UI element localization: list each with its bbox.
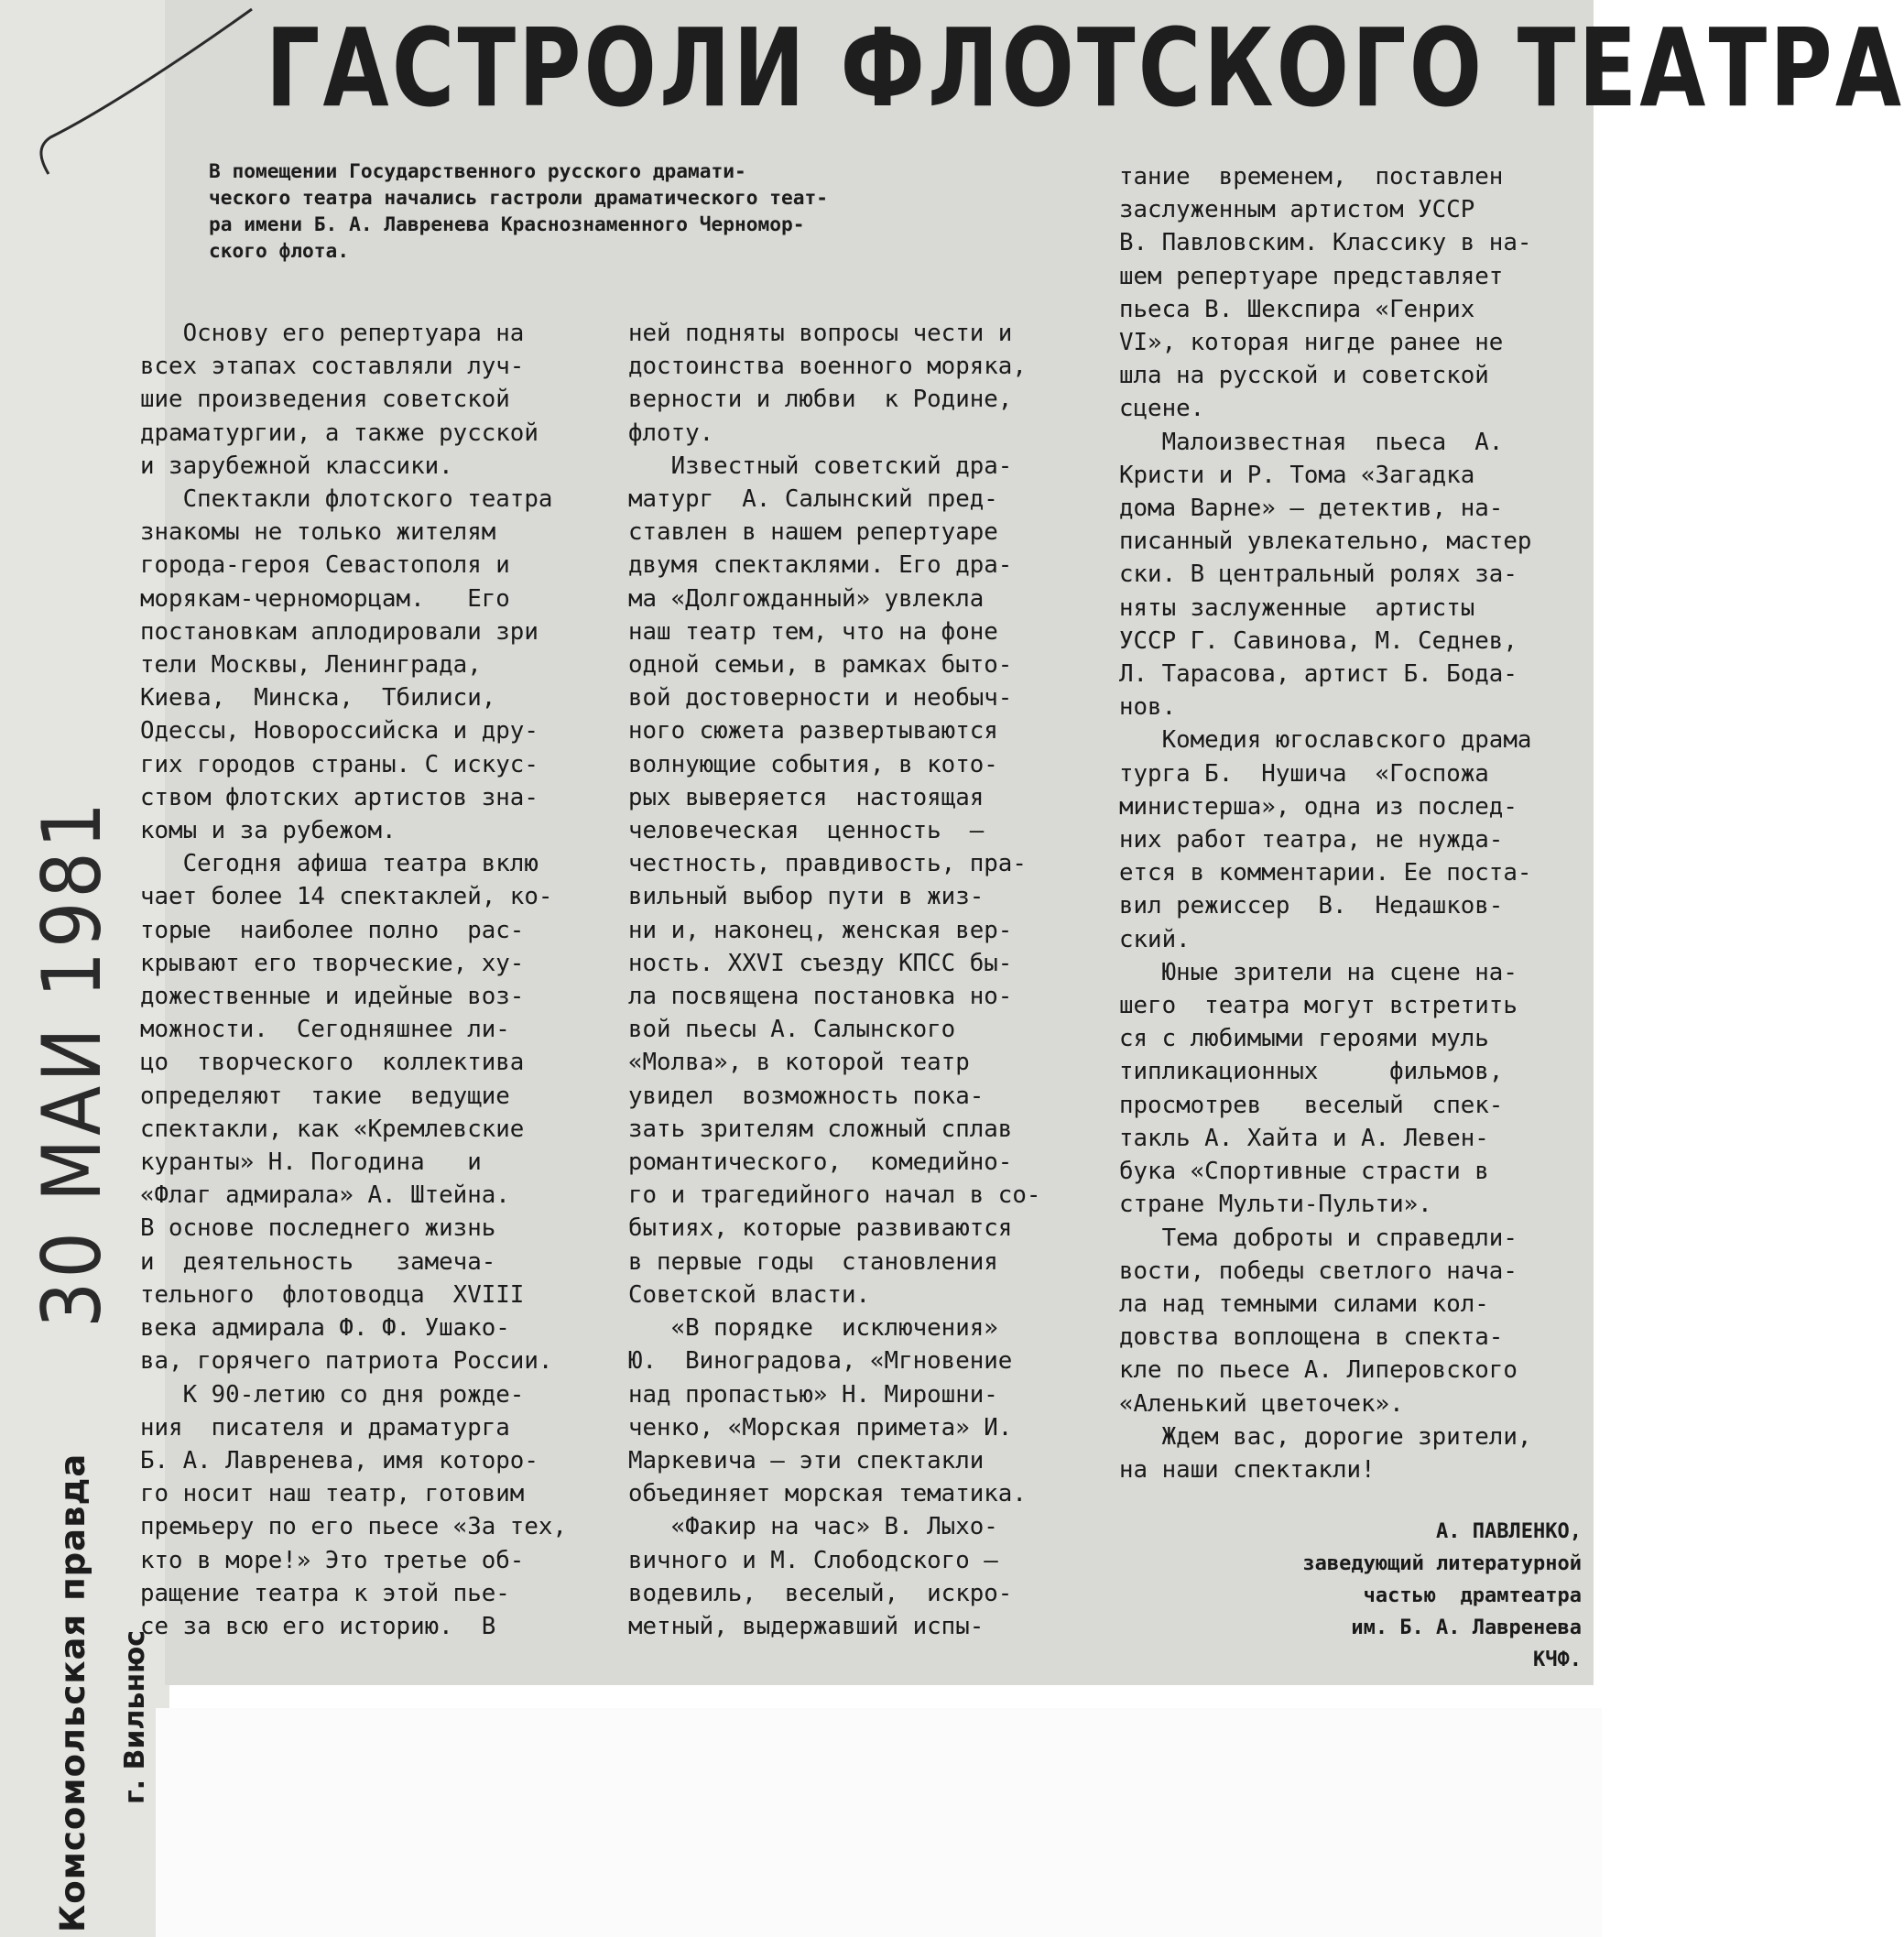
article-lead: В помещении Государственного русского драмати- ческого театра начались гастроли драматического теат- ра имени Б. А. Лавренева Краснознаменного Черномор- ского флота. xyxy=(209,159,829,262)
author-signature: А. ПАВЛЕНКО, заведующий литературной частью драмтеатра им. Б. А. Лавренева КЧФ. xyxy=(1302,1520,1582,1671)
newspaper-stamp: Комсомольская правда xyxy=(53,1453,92,1932)
article-column-2: ней подняты вопросы чести и достоинства военного моряка, верности и любви к Родине, флоту. Известный советский дра- матург А. Салынский пред- ставлен в нашем репертуаре двумя спектаклями. Его дра- ма «Долгожданный» увлекла наш театр тем, что на фоне одной семьи, в рамках быто- вой достоверности и необыч- ного сюжета развертываются волнующие события, в кото- рых выверяется настоящая человеческая ценность — честность, правдивость, пра- вильный выбор пути в жиз- ни и, наконец, женская вер- ность. XXVI съезду КПСС бы- ла посвящена постановка но- вой пьесы А. Салынского «Молва», в которой театр увидел возможность пока- зать зрителям сложный сплав романтического, комедийно- го и трагедийного начал в со- бытиях, которые развиваются в первые годы становления Советской власти. «В порядке исключения» Ю. Виноградова, «Мгновение над пропастью» Н. Мирошни- ченко, «Морская примета» И. Маркевича — эти спектакли объединяет морская тематика. «Факир на час» В. Лыхо- вичного и М. Слободского — водевиль, веселый, искро- метный, выдержавший испы- xyxy=(628,320,1041,1640)
article-column-1: Основу его репертуара на всех этапах составляли луч- шие произведения советской драматургии, а также русской и зарубежной классики. Спектакли флотского театра знакомы не только жителям города-героя Севастополя и морякам-черноморцам. Его постановкам аплодировали зри тели Москвы, Ленинграда, Киева, Минска, Тбилиси, Одессы, Новороссийска и дру- гих городов страны. С искус- ством флотских артистов зна- комы и за рубежом. Сегодня афиша театра вклю чает более 14 спектаклей, ко- торые наиболее полно рас- крывают его творческие, ху- дожественные и идейные воз- можности. Сегодняшнее ли- цо творческого коллектива определяют такие ведущие спектакли, как «Кремлевские куранты» Н. Погодина и «Флаг адмирала» А. Штейна. В основе последнего жизнь и деятельность замеча- тельного флотоводца XVIII века адмирала Ф. Ф. Ушако- ва, горячего патриота России. К 90-летию со дня рожде- ния писателя и драматурга Б. А. Лавренева, имя которо- го носит наш театр, готовим премьеру по его пьесе «За тех, кто в море!» Это третье об- ращение театра к этой пье- се за всю его историю. В xyxy=(140,320,567,1640)
article-column-3: тание временем, поставлен заслуженным артистом УССР В. Павловским. Классику в на- шем репертуаре представляет пьеса В. Шекспира «Генрих VI», которая нигде ранее не шла на русской и советской сцене. Малоизвестная пьеса А. Кристи и Р. Тома «Загадка дома Варне» — детектив, на- писанный увлекательно, мастер ски. В центральный ролях за- няты заслуженные артисты УССР Г. Савинова, М. Седнев, Л. Тарасова, артист Б. Бода- нов. Комедия югославского драма турга Б. Нушича «Госпожа министерша», одна из послед- них работ театра, не нужда- ется в комментарии. Ее поста- вил режиссер В. Недашков- ский. Юные зрители на сцене на- шего театра могут встретить ся с любимыми героями муль типликационных фильмов, просмотрев веселый спек- такль А. Хайта и А. Левен- бука «Спортивные страсти в стране Мульти-Пульти». Тема доброты и справедли- вости, победы светлого нача- ла над темными силами кол- довства воплощена в спекта- кле по пьесе А. Липеровского «Аленький цветочек». Ждем вас, дорогие зрители, на наши спектакли! xyxy=(1119,163,1532,1484)
date-stamp: 30 МАИ 1981 xyxy=(25,798,119,1328)
article-headline: ГАСТРОЛИ ФЛОТСКОГО ТЕАТРА xyxy=(266,5,1904,131)
blank-mount-paper xyxy=(156,1708,1602,1937)
city-stamp: г. Вильнюс xyxy=(119,1629,151,1804)
